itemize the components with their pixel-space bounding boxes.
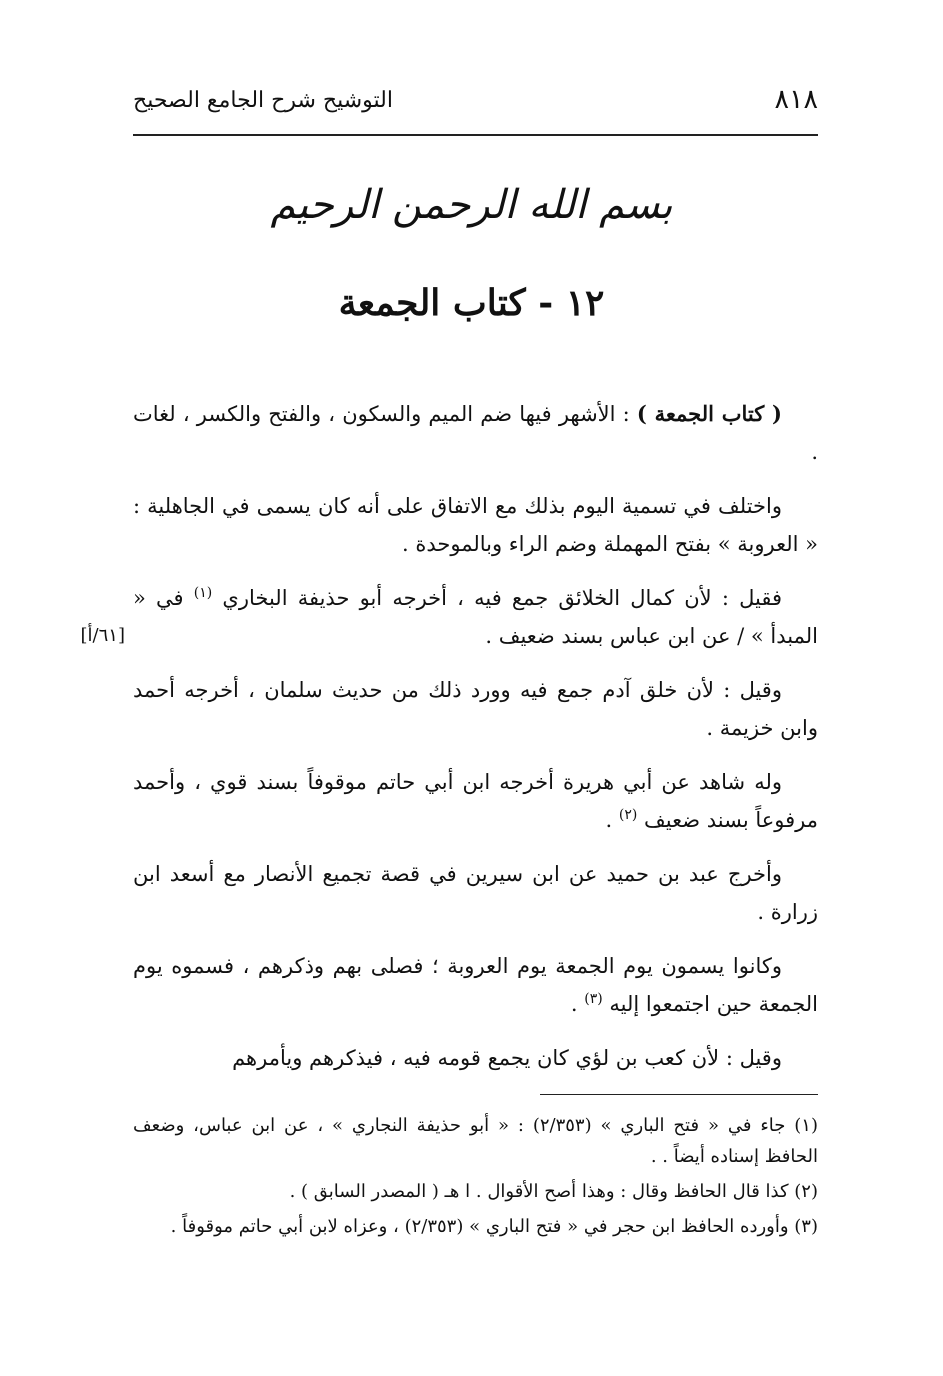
paragraph-text: .	[605, 808, 619, 832]
paragraph	[133, 947, 818, 1023]
paragraph-text: وكانوا يسمون يوم الجمعة يوم العروبة ؛ فصلى بهم وذكرهم ، فسموه يوم الجمعة حين اجتمعوا إليه	[133, 954, 818, 1016]
paragraph	[133, 763, 818, 839]
page-header	[133, 84, 818, 124]
chapter-title: ١٢ - كتاب الجمعة	[338, 282, 605, 324]
paragraph-text: وله شاهد عن أبي هريرة أخرجه ابن أبي حاتم موقوفاً بسند قوي ، وأحمد مرفوعاً بسند ضعيف	[133, 770, 818, 832]
paragraph-text: وأخرج عبد بن حميد عن ابن سيرين في قصة تجميع الأنصار مع أسعد ابن زرارة .	[133, 862, 818, 924]
paragraph	[133, 1039, 818, 1077]
paragraph	[133, 855, 818, 931]
running-title: التوشيح شرح الجامع الصحيح	[133, 88, 393, 113]
main-text	[80, 395, 818, 1093]
paragraph	[133, 487, 818, 563]
paragraph-text: وقيل : لأن كعب بن لؤي كان يجمع قومه فيه ، فيذكرهم ويأمرهم	[232, 1046, 782, 1070]
paragraph	[133, 671, 818, 747]
paragraph-text: في « المبدأ » / عن ابن عباس بسند ضعيف .	[133, 586, 818, 648]
paragraph-text: واختلف في تسمية اليوم بذلك مع الاتفاق على أنه كان يسمى في الجاهلية : « العروبة » بفتح المهملة وضم الراء وبالموحدة .	[133, 494, 818, 556]
paragraph-text: : الأشهر فيها ضم الميم والسكون ، والفتح والكسر ، لغات .	[133, 402, 818, 464]
manuscript-folio-marker: [٦١/أ]	[80, 625, 125, 646]
footnote: (١) جاء في « فتح الباري » (٢/٣٥٣) : « أبو حذيفة النجاري » ، عن ابن عباس، وضعف الحافظ إسناده أيضاً . .	[133, 1115, 818, 1167]
paragraph	[133, 395, 818, 471]
paragraph-text: وقيل : لأن خلق آدم جمع فيه وورد ذلك من حديث سلمان ، أخرجه أحمد وابن خزيمة .	[133, 678, 818, 740]
footnote-reference[interactable]: (٢)	[618, 807, 638, 823]
footnotes-section	[133, 1110, 818, 1246]
page-number: ٨١٨	[774, 84, 818, 115]
footnote: (٣) وأورده الحافظ ابن حجر في « فتح الباري » (٢/٣٥٣) ، وعزاه لابن أبي حاتم موقوفاً .	[170, 1216, 818, 1237]
basmala-calligraphy: بسم الله الرحمن الرحيم	[270, 182, 673, 228]
footnote-reference[interactable]: (٣)	[584, 991, 603, 1007]
paragraph-keyword: ( كتاب الجمعة )	[636, 401, 782, 426]
footnote-reference[interactable]: (١)	[193, 585, 213, 601]
footnote: (٢) كذا قال الحافظ وقال : وهذا أصح الأقوال . ا هـ ( المصدر السابق ) .	[289, 1181, 818, 1202]
header-divider	[133, 134, 818, 136]
paragraph-text: .	[570, 992, 585, 1016]
paragraph	[80, 579, 818, 655]
paragraph-text: فقيل : لأن كمال الخلائق جمع فيه ، أخرجه أبو حذيفة البخاري	[222, 586, 782, 610]
footnote-divider	[540, 1094, 818, 1095]
